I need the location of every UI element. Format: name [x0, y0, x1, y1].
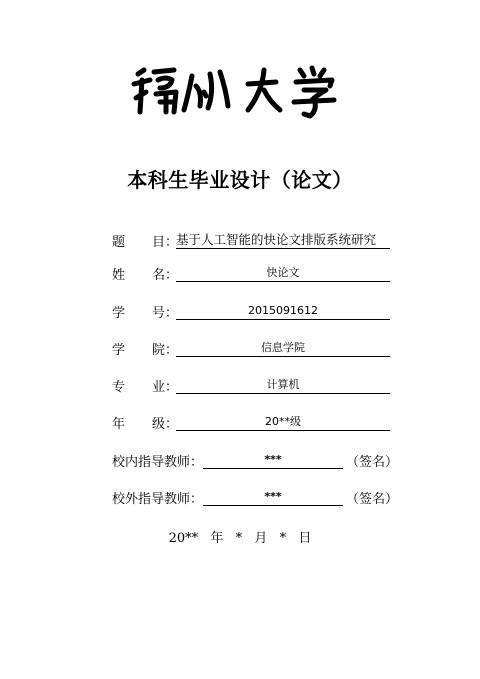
college-value: 信息学院 — [176, 339, 390, 357]
field-label: 号： — [152, 306, 179, 321]
field-label: 名： — [152, 268, 179, 283]
student-id-value: 2015091612 — [176, 302, 390, 320]
external-supervisor-row — [0, 488, 480, 508]
info-row-name — [0, 264, 480, 284]
major-value: 计算机 — [176, 376, 390, 394]
info-row-student-id — [0, 302, 480, 322]
field-label: 学 — [112, 343, 126, 358]
internal-supervisor-row — [0, 451, 480, 471]
grade-value: 20**级 — [176, 413, 390, 431]
field-label: 学 — [112, 306, 126, 321]
external-supervisor-value: *** — [203, 488, 343, 506]
name-value: 快论文 — [176, 264, 390, 282]
submission-date: 20** 年 * 月 * 日 — [168, 531, 312, 546]
info-row-topic — [0, 231, 480, 251]
university-calligraphy-logo — [130, 62, 345, 122]
field-label: 专 — [112, 380, 126, 395]
field-label: 院： — [152, 343, 179, 358]
internal-supervisor-label: 校内指导教师： — [112, 455, 204, 470]
info-row-major — [0, 376, 480, 396]
field-label: 姓 — [112, 268, 126, 283]
topic-value: 基于人工智能的快论文排版系统研究 — [176, 231, 390, 249]
field-label: 年 — [112, 417, 126, 432]
field-label: 级： — [152, 417, 179, 432]
signature-label: （签名） — [346, 455, 399, 470]
external-supervisor-label: 校外指导教师： — [112, 492, 204, 507]
info-row-grade — [0, 413, 480, 433]
document-title: 本科生毕业设计（论文） — [127, 168, 353, 192]
info-row-college — [0, 339, 480, 359]
field-label: 目： — [152, 235, 179, 250]
field-label: 业： — [152, 380, 179, 395]
signature-label: （签名） — [346, 492, 399, 507]
internal-supervisor-value: *** — [203, 451, 343, 469]
field-label: 题 — [112, 235, 126, 250]
